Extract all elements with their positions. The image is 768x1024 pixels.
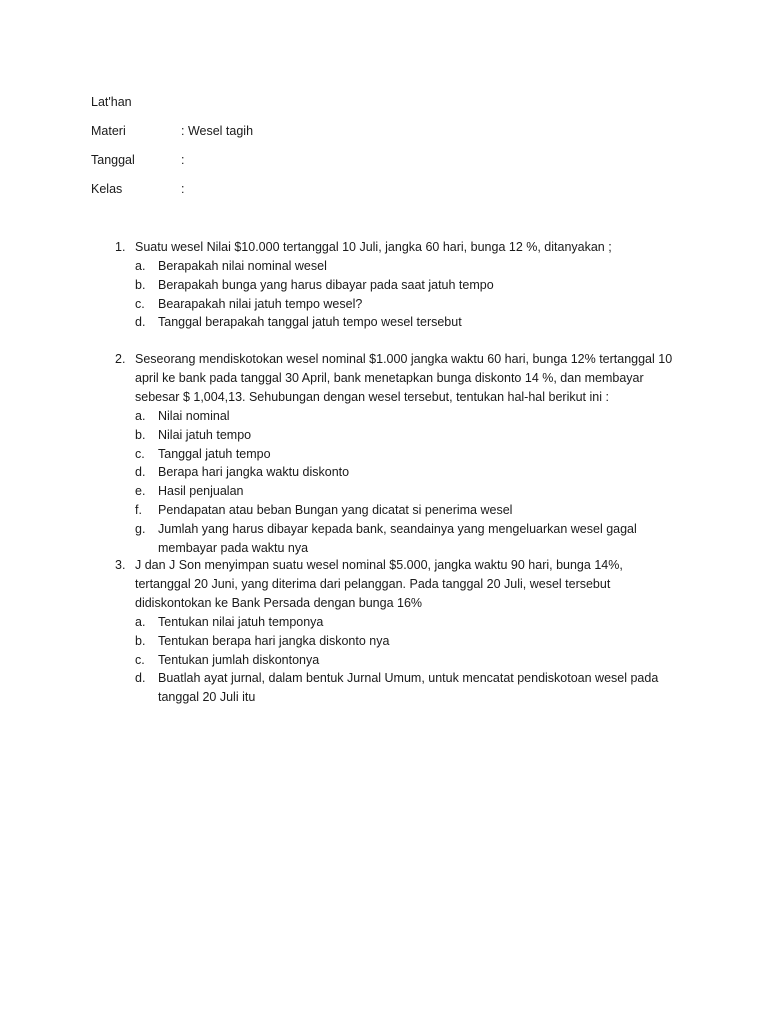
sub-letter: b. (135, 427, 146, 442)
field-materi (91, 122, 253, 140)
document-title: Lat'han (91, 95, 132, 109)
question-2 (115, 350, 675, 557)
sub-text: Bearapakah nilai jatuh tempo wesel? (158, 296, 363, 311)
sub-question (115, 407, 675, 426)
sub-question-list (115, 257, 675, 332)
question-1 (115, 238, 675, 332)
sub-text: Tentukan jumlah diskontonya (158, 652, 320, 667)
sub-letter: f. (135, 502, 142, 517)
field-kelas (91, 180, 184, 198)
sub-question (115, 632, 675, 651)
question-stem (115, 556, 675, 613)
field-value: : (181, 182, 185, 196)
sub-question (115, 445, 675, 464)
sub-text: Berapa hari jangka waktu diskonto (158, 465, 350, 480)
sub-text: Jumlah yang harus dibayar kepada bank, seandainya yang mengeluarkan wesel gagal membayar pada waktu nya (158, 521, 637, 555)
sub-text: Hasil penjualan (158, 484, 244, 499)
sub-question-list (115, 613, 675, 707)
sub-text: Nilai nominal (158, 409, 230, 423)
field-value: : (181, 153, 185, 167)
sub-text: Tentukan nilai jatuh temponya (158, 615, 324, 629)
sub-letter: a. (135, 409, 146, 423)
sub-letter: g. (135, 521, 146, 536)
sub-letter: c. (135, 446, 145, 461)
sub-letter: d. (135, 671, 146, 686)
sub-text: Buatlah ayat jurnal, dalam bentuk Jurnal Umum, untuk mencatat pendiskotoan wesel pada tanggal 20 Juli itu (158, 671, 659, 705)
sub-text: Berapakah nilai nominal wesel (158, 259, 327, 273)
sub-question (115, 669, 675, 707)
sub-letter: c. (135, 296, 145, 311)
question-stem (115, 238, 675, 257)
sub-letter: c. (135, 652, 145, 667)
sub-text: Pendapatan atau beban Bungan yang dicatat si penerima wesel (158, 502, 513, 517)
sub-text: Tentukan berapa hari jangka diskonto nya (158, 633, 390, 648)
sub-question (115, 482, 675, 501)
field-label: Tanggal (91, 153, 135, 167)
sub-letter: d. (135, 465, 146, 480)
sub-question (115, 426, 675, 445)
sub-letter: a. (135, 615, 146, 629)
question-number: 1. (115, 240, 126, 254)
sub-text: Tanggal jatuh tempo (158, 446, 271, 461)
sub-question-list (115, 407, 675, 557)
sub-question (115, 613, 675, 632)
sub-question (115, 501, 675, 520)
sub-text: Nilai jatuh tempo (158, 427, 252, 442)
sub-question (115, 520, 675, 558)
sub-letter: b. (135, 633, 146, 648)
sub-question (115, 463, 675, 482)
question-text: J dan J Son menyimpan suatu wesel nominal $5.000, jangka waktu 90 hari, bunga 14%, tertanggal 20 Juni, yang diterima dari pelanggan. Pada tanggal 20 Juli, wesel tersebut didiskontokan ke Bank Persada dengan bunga 16% (135, 558, 623, 610)
sub-question (115, 651, 675, 670)
sub-letter: e. (135, 484, 146, 499)
sub-text: Berapakah bunga yang harus dibayar pada saat jatuh tempo (158, 277, 494, 292)
question-stem (115, 350, 675, 407)
question-text: Seseorang mendiskotokan wesel nominal $1.000 jangka waktu 60 hari, bunga 12% tertanggal 10 april ke bank pada tanggal 30 April, bank menetapkan bunga diskonto 14 %, dan membayar sebesar $ 1,004,13. Sehubungan dengan wesel tersebut, tentukan hal-hal berikut ini : (135, 352, 673, 404)
field-label: Kelas (91, 182, 123, 196)
question-number: 2. (115, 352, 126, 366)
question-text: Suatu wesel Nilai $10.000 tertanggal 10 Juli, jangka 60 hari, bunga 12 %, ditanyakan ; (135, 240, 612, 254)
sub-letter: b. (135, 277, 146, 292)
question-3 (115, 556, 675, 707)
sub-letter: d. (135, 315, 146, 330)
field-label: Materi (91, 124, 126, 138)
sub-question (115, 276, 675, 295)
field-tanggal (91, 151, 184, 169)
field-value: : Wesel tagih (181, 124, 254, 138)
sub-question (115, 257, 675, 276)
sub-question (115, 313, 675, 332)
sub-letter: a. (135, 259, 146, 273)
question-number: 3. (115, 558, 126, 572)
sub-question (115, 295, 675, 314)
sub-text: Tanggal berapakah tanggal jatuh tempo wesel tersebut (158, 315, 462, 330)
